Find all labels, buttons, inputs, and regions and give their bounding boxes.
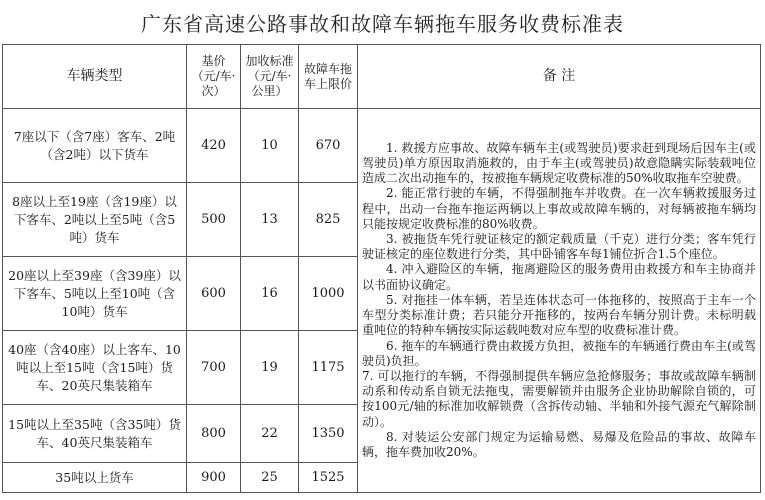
header-base-price: 基价（元/车·次） <box>187 45 241 109</box>
extra-rate-cell: 13 <box>241 183 299 257</box>
note-item: 1. 救援方应事故、故障车辆车主(或驾驶员)要求赶到现场后因车主(或驾驶员)单方原因取消施救的，由于车主(或驾驶员)故意隐瞒实际装载吨位造成二次出动拖车的，按被拖车辆规定收费标准的50%收取拖车空驶费。 <box>362 140 756 186</box>
extra-rate-cell: 25 <box>241 463 299 493</box>
extra-rate-cell: 22 <box>241 405 299 463</box>
note-item: 3. 被拖货车凭行驶证核定的额定载质量（千克）进行分类；客车凭行驶证核定的座位数进行分类，其中卧铺客车每1铺位折合1.5个座位。 <box>362 232 756 262</box>
base-price-cell: 900 <box>187 463 241 493</box>
price-cap-cell: 825 <box>299 183 358 257</box>
price-cap-cell: 1525 <box>299 463 358 493</box>
page-title: 广东省高速公路事故和故障车辆拖车服务收费标准表 <box>141 12 624 36</box>
base-price-cell: 600 <box>187 257 241 331</box>
fee-table <box>2 44 761 493</box>
note-item: 6. 拖车的车辆通行费由救援方负担，被拖车的车辆通行费由车主(或驾驶员)负担。 <box>362 338 756 368</box>
vehicle-type-cell: 7座以下（含7座）客车、2吨（含2吨）以下货车 <box>3 109 187 183</box>
note-item: 2. 能正常行驶的车辆，不得强制拖车并收费。在一次车辆救援服务过程中，出动一台拖车拖运两辆以上事故或故障车辆的，对每辆被拖车辆均只能按规定收费标准的80%收费。 <box>362 186 756 231</box>
price-cap-cell: 670 <box>299 109 358 183</box>
notes-cell <box>358 109 761 493</box>
note-item: 5. 对拖挂一体车辆，若呈连体状态可一体拖移的，按照高于主车一个车型分类标准计费；若只能分开拖移的，按两台车辆分别计费。未标明载重吨位的特种车辆按实际运载吨数对应车型的收费标准计费。 <box>362 292 756 338</box>
price-cap-cell: 1175 <box>299 331 358 405</box>
vehicle-type-cell: 15吨以上至35吨（含35吨）货车、40英尺集装箱车 <box>3 405 187 463</box>
base-price-cell: 800 <box>187 405 241 463</box>
vehicle-type-cell: 20座以上至39座（含39座）以下客车、5吨以上至10吨（含10吨）货车 <box>3 257 187 331</box>
base-price-cell: 420 <box>187 109 241 183</box>
extra-rate-cell: 16 <box>241 257 299 331</box>
header-extra-rate: 加收标准（元/车·公里） <box>241 45 299 109</box>
extra-rate-cell: 10 <box>241 109 299 183</box>
vehicle-type-cell: 40座（含40座）以上客车、10吨以上至15吨（含15吨）货车、20英尺集装箱车 <box>3 331 187 405</box>
note-item: 8. 对装运公安部门规定为运输易燃、易爆及危险品的事故、故障车辆，拖车费加收20%。 <box>362 429 756 459</box>
price-cap-cell: 1000 <box>299 257 358 331</box>
note-item: 7. 可以拖行的车辆，不得强制提供车辆应急抢修服务；事故或故障车辆制动系和传动系自锁无法拖曳，需要解锁并由服务企业协助解除自锁的，可按100元/轴的标准加收解锁费（含拆传动轴、半轴和外接气源充气解除制动）。 <box>362 368 756 429</box>
header-row <box>3 45 761 109</box>
vehicle-type-cell: 35吨以上货车 <box>3 463 187 493</box>
header-price-cap: 故障车拖车上限价 <box>299 45 358 109</box>
header-notes: 备 注 <box>358 45 761 109</box>
base-price-cell: 500 <box>187 183 241 257</box>
base-price-cell: 700 <box>187 331 241 405</box>
table-row <box>3 109 761 183</box>
extra-rate-cell: 19 <box>241 331 299 405</box>
header-vehicle-type: 车辆类型 <box>3 45 187 109</box>
vehicle-type-cell: 8座以上至19座（含19座）以下客车、2吨以上至5吨（含5吨）货车 <box>3 183 187 257</box>
note-item: 4. 冲入避险区的车辆，拖离避险区的服务费用由救援方和车主协商并以书面协议确定。 <box>362 262 756 292</box>
price-cap-cell: 1350 <box>299 405 358 463</box>
